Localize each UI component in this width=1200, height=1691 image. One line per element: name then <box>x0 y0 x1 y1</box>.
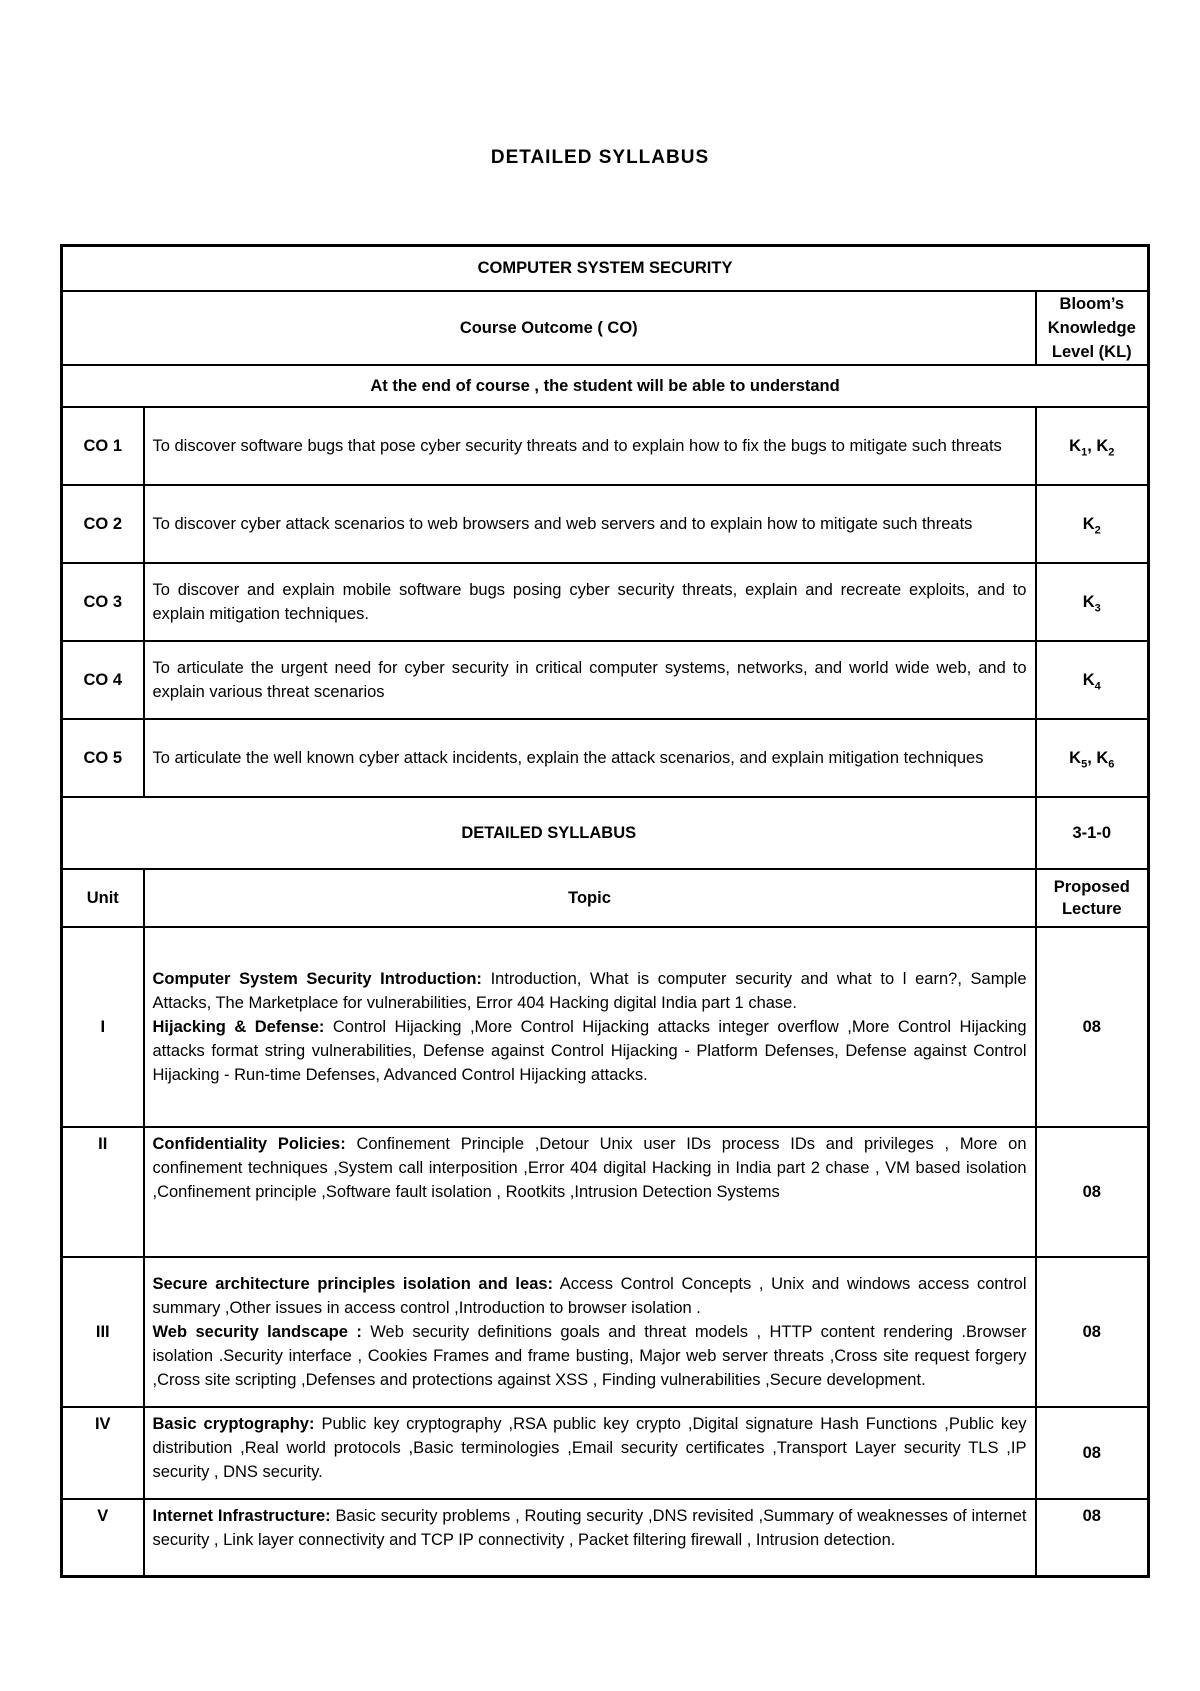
co-code: CO 3 <box>62 563 144 641</box>
course-title-row <box>62 246 1149 291</box>
unit-row <box>62 1127 1149 1257</box>
topic-lead: Internet Infrastructure: <box>152 1506 331 1525</box>
topic-lead: Confidentiality Policies: <box>152 1134 346 1153</box>
intro-text: At the end of course , the student will be able to understand <box>62 365 1149 407</box>
unit-topic <box>144 1499 1036 1577</box>
kl-value: 2 <box>1108 445 1115 458</box>
co-text: To discover and explain mobile software bugs posing cyber security threats, explain and recreate exploits, and to explain mitigation techniques. <box>144 563 1036 641</box>
topic-paragraph <box>153 967 1027 1015</box>
unit-lectures: 08 <box>1036 1407 1149 1499</box>
co-kl <box>1036 563 1149 641</box>
unit-lectures: 08 <box>1036 1499 1149 1577</box>
co-kl: $K_1$, $K_2$ <box>1036 407 1149 485</box>
kl-value: 5 <box>1081 757 1088 770</box>
topic-body: Access Control Concepts , Unix and windows access control summary ,Other issues in access control ,Introduction to browser isolation . <box>152 1274 1027 1317</box>
topic-paragraph <box>153 1272 1027 1320</box>
unit-number: II <box>62 1127 144 1257</box>
unit-lectures: 08 <box>1036 927 1149 1127</box>
kl-letter: K <box>1069 748 1082 767</box>
unit-row <box>62 1407 1149 1499</box>
kl-value: 3 <box>1094 601 1101 614</box>
kl-value: 4 <box>1094 679 1101 692</box>
unit-lectures: 08 <box>1036 1257 1149 1407</box>
unit-topic <box>144 1407 1036 1499</box>
co-row <box>62 641 1149 719</box>
unit-row <box>62 1257 1149 1407</box>
topic-body: Confinement Principle ,Detour Unix user IDs process IDs and privileges , More on confinement techniques ,System call interposition ,Error 404 digital Hacking in India part 2 chase , VM based isolation ,Confinement principle ,Software fault isolation , Rootkits ,Intrusion Detection Systems <box>152 1134 1027 1201</box>
co-row <box>62 719 1149 797</box>
ltp: 3-1-0 <box>1036 797 1149 869</box>
topic-paragraph <box>153 1412 1027 1484</box>
co-row <box>62 563 1149 641</box>
kl-value: 1 <box>1081 445 1088 458</box>
topic-body: Basic security problems , Routing security ,DNS revisited ,Summary of weaknesses of internet security , Link layer connectivity and TCP IP connectivity , Packet filtering firewall , Intrusion detection. <box>152 1506 1027 1549</box>
co-code: CO 1 <box>62 407 144 485</box>
topic-paragraph <box>153 1015 1027 1087</box>
unit-number: III <box>62 1257 144 1407</box>
kl-letter: K <box>1082 670 1095 689</box>
kl-header <box>1036 291 1149 365</box>
co-header-row <box>62 291 1149 365</box>
topic-lead: Web security landscape : <box>152 1322 362 1341</box>
topic-body: Web security definitions goals and threat models , HTTP content rendering .Browser isolation .Security interface , Cookies Frames and frame busting, Major web server threats ,Cross site request forgery ,Cross site scripting ,Defenses and protections against XSS , Finding vulnerabilities ,Secure development. <box>152 1322 1027 1389</box>
co-kl <box>1036 641 1149 719</box>
topic-body: Control Hijacking ,More Control Hijacking attacks integer overflow ,More Control Hijacking attacks format string vulnerabilities, Defense against Control Hijacking - Platform Defenses, Defense against Control Hijacking - Run-time Defenses, Advanced Control Hijacking attacks. <box>152 1017 1027 1084</box>
topic-body: Public key cryptography ,RSA public key crypto ,Digital signature Hash Functions ,Public key distribution ,Real world protocols ,Basic terminologies ,Email security certificates ,Transport Layer security TLS ,IP security , DNS security. <box>152 1414 1027 1481</box>
syllabus-header: DETAILED SYLLABUS <box>62 797 1036 869</box>
co-code: CO 4 <box>62 641 144 719</box>
kl-letter: K <box>1069 436 1082 455</box>
unit-lectures: 08 <box>1036 1127 1149 1257</box>
unit-topic <box>144 1127 1036 1257</box>
co-code: CO 2 <box>62 485 144 563</box>
co-text: To articulate the well known cyber attack incidents, explain the attack scenarios, and explain mitigation techniques <box>144 719 1036 797</box>
co-header-label: Course Outcome ( CO) <box>459 318 638 337</box>
co-kl <box>1036 485 1149 563</box>
topic-lead: Secure architecture principles isolation and leas: <box>152 1274 554 1293</box>
lecture-header-line: Proposed <box>1053 877 1130 896</box>
topic-paragraph <box>153 1132 1027 1204</box>
topic-lead: Computer System Security Introduction: <box>152 969 482 988</box>
co-kl: $K_5$, $K_6$ <box>1036 719 1149 797</box>
co-text: To discover software bugs that pose cyber security threats and to explain how to fix the bugs to mitigate such threats <box>144 407 1036 485</box>
kl-letter: K <box>1096 748 1109 767</box>
lecture-header-line: Lecture <box>1061 899 1122 918</box>
kl-value: 2 <box>1094 523 1101 536</box>
kl-letter: K <box>1082 592 1095 611</box>
co-code: CO 5 <box>62 719 144 797</box>
unit-header-row <box>62 869 1149 927</box>
topic-body: Introduction, What is computer security and what to l earn?, Sample Attacks, The Marketplace for vulnerabilities, Error 404 Hacking digital India part 1 chase. <box>152 969 1027 1012</box>
co-text: To discover cyber attack scenarios to web browsers and web servers and to explain how to mitigate such threats <box>144 485 1036 563</box>
kl-letter: K <box>1096 436 1109 455</box>
unit-row <box>62 1499 1149 1577</box>
unit-number: I <box>62 927 144 1127</box>
syllabus-header-row <box>62 797 1149 869</box>
co-row <box>62 407 1149 485</box>
page-title: DETAILED SYLLABUS <box>490 147 710 168</box>
unit-number: IV <box>62 1407 144 1499</box>
co-header <box>62 291 1036 365</box>
topic-paragraph <box>153 1504 1027 1552</box>
lecture-header <box>1036 869 1149 927</box>
kl-header-label: Bloom’s Knowledge Level (KL) <box>1047 294 1136 361</box>
syllabus-table <box>60 244 1150 1578</box>
unit-row <box>62 927 1149 1127</box>
topic-lead: Basic cryptography: <box>152 1414 315 1433</box>
intro-row <box>62 365 1149 407</box>
topic-header: Topic <box>144 869 1036 927</box>
unit-number: V <box>62 1499 144 1577</box>
topic-lead: Hijacking & Defense: <box>152 1017 325 1036</box>
kl-value: 6 <box>1108 757 1115 770</box>
co-row <box>62 485 1149 563</box>
unit-header: Unit <box>62 869 144 927</box>
co-text: To articulate the urgent need for cyber security in critical computer systems, networks, and world wide web, and to explain various threat scenarios <box>144 641 1036 719</box>
kl-letter: K <box>1082 514 1095 533</box>
course-title: COMPUTER SYSTEM SECURITY <box>62 246 1149 291</box>
topic-paragraph <box>153 1320 1027 1392</box>
unit-topic <box>144 927 1036 1127</box>
unit-topic <box>144 1257 1036 1407</box>
